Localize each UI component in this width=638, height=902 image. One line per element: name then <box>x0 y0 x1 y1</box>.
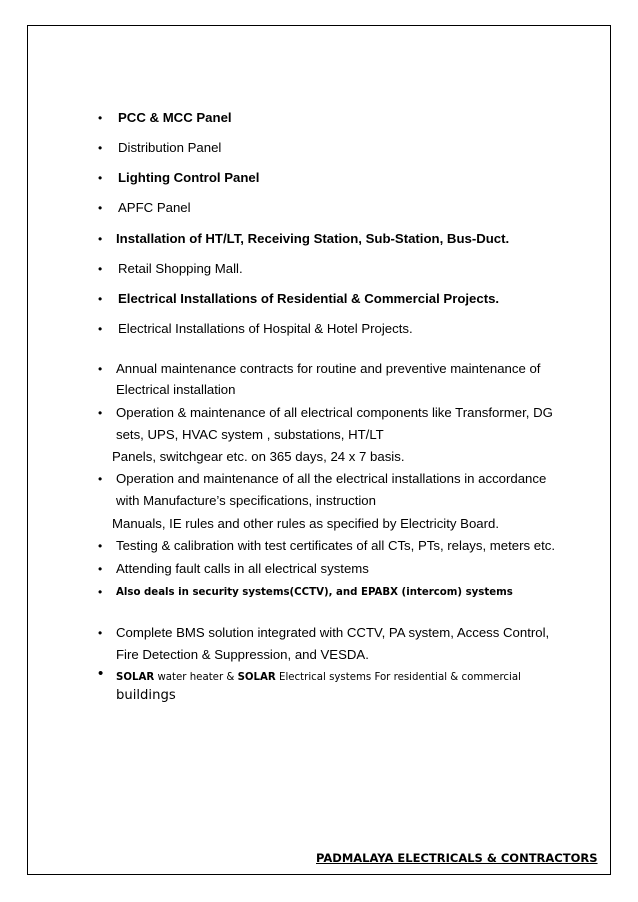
bullet-icon: • <box>98 362 103 376</box>
item-text: Attending fault calls in all electrical systems <box>116 561 369 576</box>
bullet-icon: • <box>98 322 103 336</box>
footer-company-name: PADMALAYA ELECTRICALS & CONTRACTORS <box>316 851 598 865</box>
item-text: Distribution Panel <box>118 140 222 155</box>
item-continuation: with Manufacture’s specifications, instruction <box>116 493 376 508</box>
item-plain: Complete <box>116 625 177 640</box>
bullet-icon: • <box>98 626 103 640</box>
bullet-icon: • <box>98 171 103 185</box>
item-text <box>116 625 549 641</box>
bullet-icon: • <box>98 262 103 276</box>
item-text: Installation of HT/LT, Receiving Station, Sub-Station, Bus-Duct. <box>116 231 510 246</box>
item-text: Lighting Control Panel <box>118 170 260 185</box>
item-continuation: buildings <box>116 688 176 703</box>
item-text: Retail Shopping Mall. <box>118 261 243 276</box>
bullet-icon: • <box>98 562 103 576</box>
item-plain: . <box>365 647 369 662</box>
bullet-icon: • <box>98 406 103 420</box>
item-text: PCC & MCC Panel <box>118 110 232 125</box>
item-bold: Annual maintenance contracts <box>116 361 294 376</box>
item-rest: for routine and preventive maintenance of <box>293 361 541 376</box>
item-plain: Electrical systems For residential & commercial <box>275 672 521 683</box>
bullet-icon: • <box>98 585 103 599</box>
item-text <box>116 405 553 421</box>
item-rest: of all electrical components like Transformer, DG <box>265 405 553 420</box>
item-bold: Operation & maintenance <box>116 405 266 420</box>
item-text <box>116 670 521 686</box>
item-bold: Fire Detection & Suppression, and VESDA <box>116 647 366 662</box>
bullet-icon: • <box>98 292 103 306</box>
item-rest: with test certificates of all CTs, PTs, relays, meters etc. <box>234 538 556 553</box>
item-text: Electrical Installations of Residential & Commercial Projects. <box>118 291 500 306</box>
item-plain: solution integrated with <box>204 625 347 640</box>
item-bold: Testing & calibration <box>116 538 235 553</box>
item-continuation: Panels, switchgear etc. on 365 days, 24 x 7 basis. <box>112 449 405 464</box>
bullet-icon: • <box>98 111 103 125</box>
bullet-icon: • <box>98 201 103 215</box>
item-text <box>116 471 546 487</box>
item-text <box>116 538 555 554</box>
bullet-icon: • <box>98 472 103 486</box>
item-continuation: Manuals, IE rules and other rules as specified by Electricity Board. <box>112 516 500 531</box>
item-text: Electrical Installations of Hospital & Hotel Projects. <box>118 321 413 336</box>
item-bold: SOLAR <box>116 672 155 683</box>
item-bold: SOLAR <box>237 672 276 683</box>
item-text: Also deals in security systems(CCTV), and EPABX (intercom) systems <box>116 587 513 598</box>
item-bold: CCTV, PA system, Access Control, <box>346 625 550 640</box>
item-rest: of all the electrical installations in accordance <box>278 471 547 486</box>
bullet-icon: • <box>98 232 103 246</box>
bullet-icon: • <box>98 665 104 682</box>
item-plain: water heater & <box>154 672 238 683</box>
item-bold: BMS <box>176 625 205 640</box>
item-continuation: sets, UPS, HVAC system , substations, HT/LT <box>116 427 384 442</box>
item-continuation <box>116 647 369 662</box>
item-text: APFC Panel <box>118 200 191 215</box>
item-text <box>116 361 540 377</box>
item-bold: Operation and maintenance <box>116 471 279 486</box>
bullet-icon: • <box>98 539 103 553</box>
bullet-icon: • <box>98 141 103 155</box>
item-continuation: Electrical installation <box>116 382 236 397</box>
